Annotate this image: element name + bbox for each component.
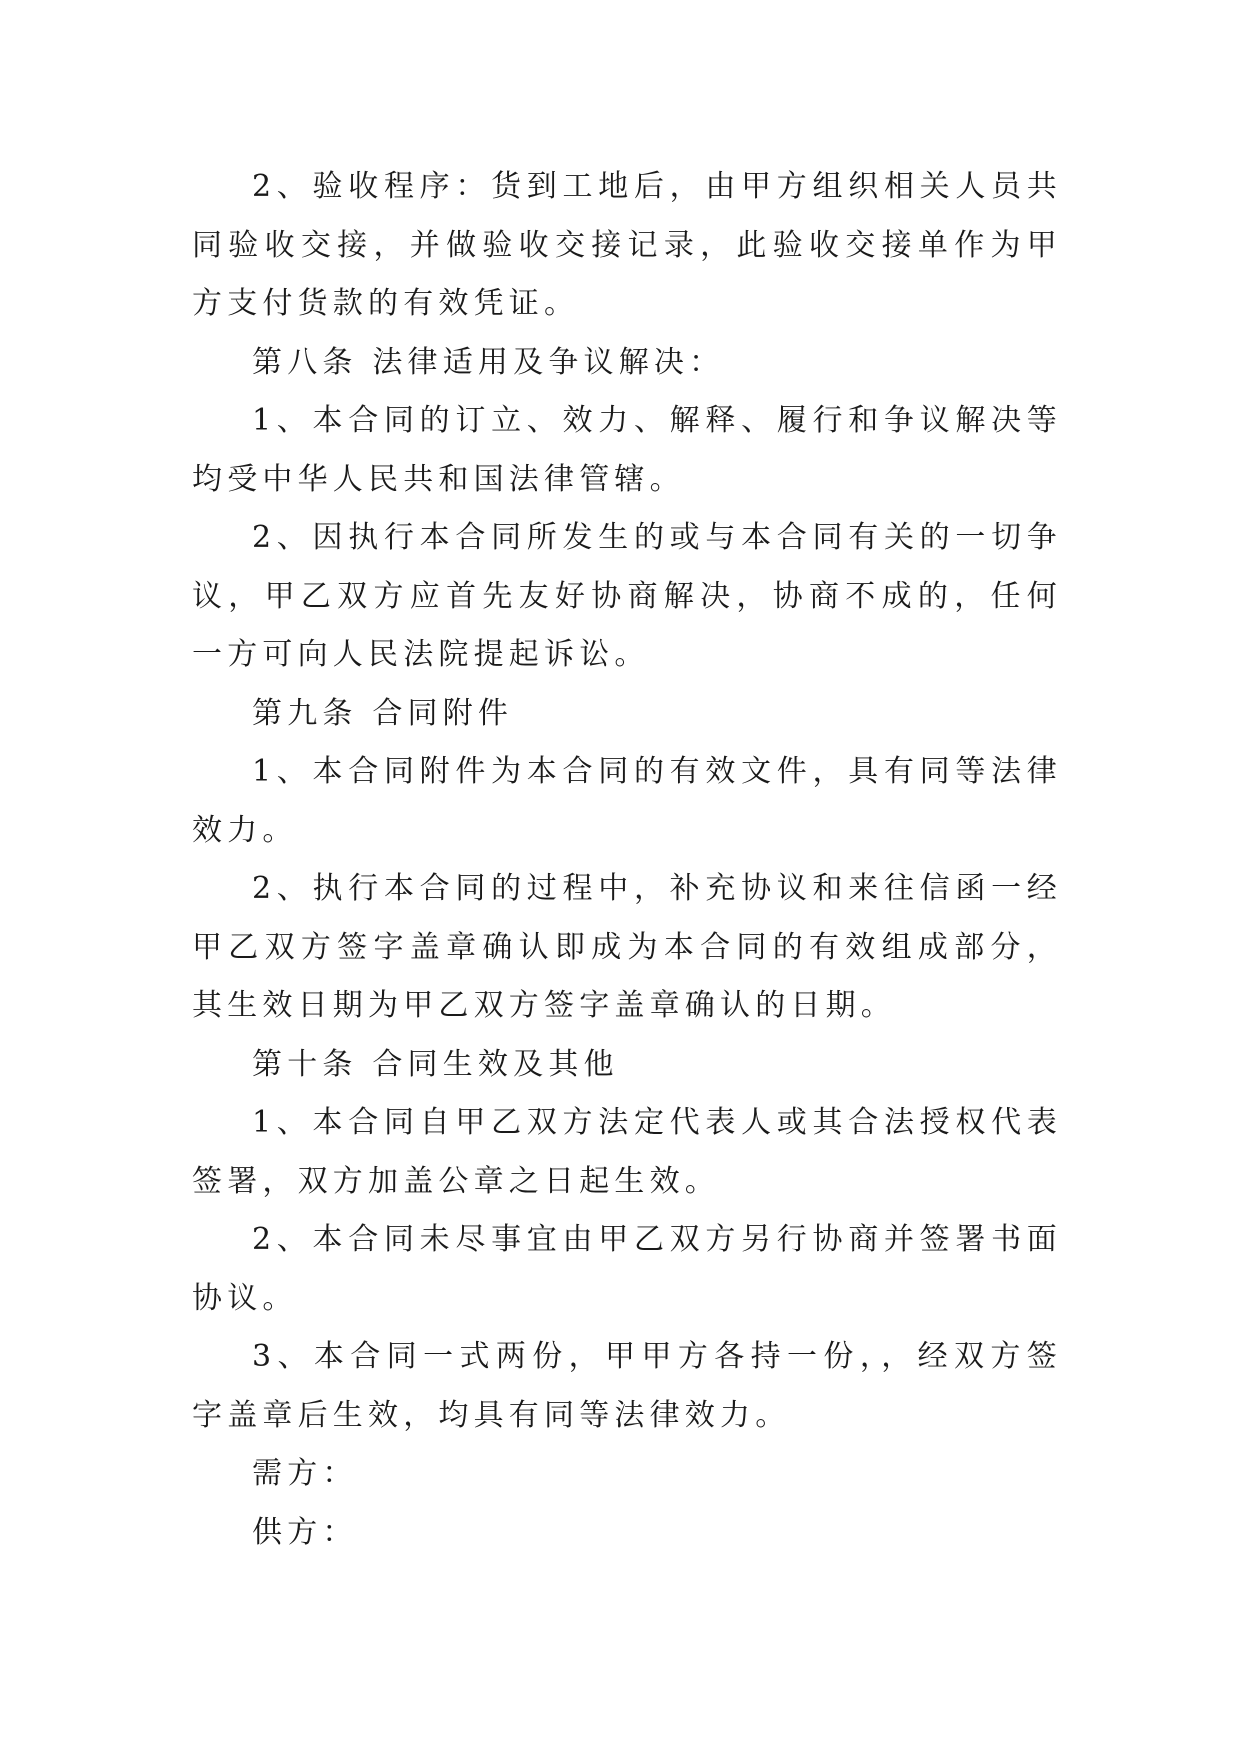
buyer-signature-line: 需方： [252, 1456, 358, 1491]
article-8-item-2: 2、因执行本合同所发生的或与本合同有关的一切争议，甲乙双方应首先友好协商解决，协商不成的，任何一方可向人民法院提起诉讼。 [192, 520, 1062, 672]
article-9-item-2: 2、执行本合同的过程中，补充协议和来往信函一经甲乙双方签字盖章确认即成为本合同的有效组成部分，其生效日期为甲乙双方签字盖章确认的日期。 [192, 871, 1062, 1023]
article-8-heading: 第八条 法律适用及争议解决： [252, 344, 725, 380]
supplier-signature-line: 供方： [252, 1514, 358, 1550]
article-10-item-1: 1、本合同自甲乙双方法定代表人或其合法授权代表签署，双方加盖公章之日起生效。 [192, 1105, 1062, 1199]
article-10-heading: 第十条 合同生效及其他 [252, 1046, 619, 1082]
article-9-item-1: 1、本合同附件为本合同的有效文件，具有同等法律效力。 [192, 754, 1062, 848]
document-page [192, 158, 1062, 1562]
article-10-item-3: 3、本合同一式两份，甲甲方各持一份，，经双方签字盖章后生效，均具有同等法律效力。 [192, 1339, 1062, 1433]
clause-7-item-2-acceptance: 2、验收程序：货到工地后，由甲方组织相关人员共同验收交接，并做验收交接记录，此验收交接单作为甲方支付货款的有效凭证。 [192, 169, 1062, 321]
article-10-item-2: 2、本合同未尽事宜由甲乙双方另行协商并签署书面协议。 [192, 1222, 1062, 1316]
article-9-heading: 第九条 合同附件 [252, 695, 514, 731]
article-8-item-1: 1、本合同的订立、效力、解释、履行和争议解决等均受中华人民共和国法律管辖。 [192, 403, 1062, 497]
